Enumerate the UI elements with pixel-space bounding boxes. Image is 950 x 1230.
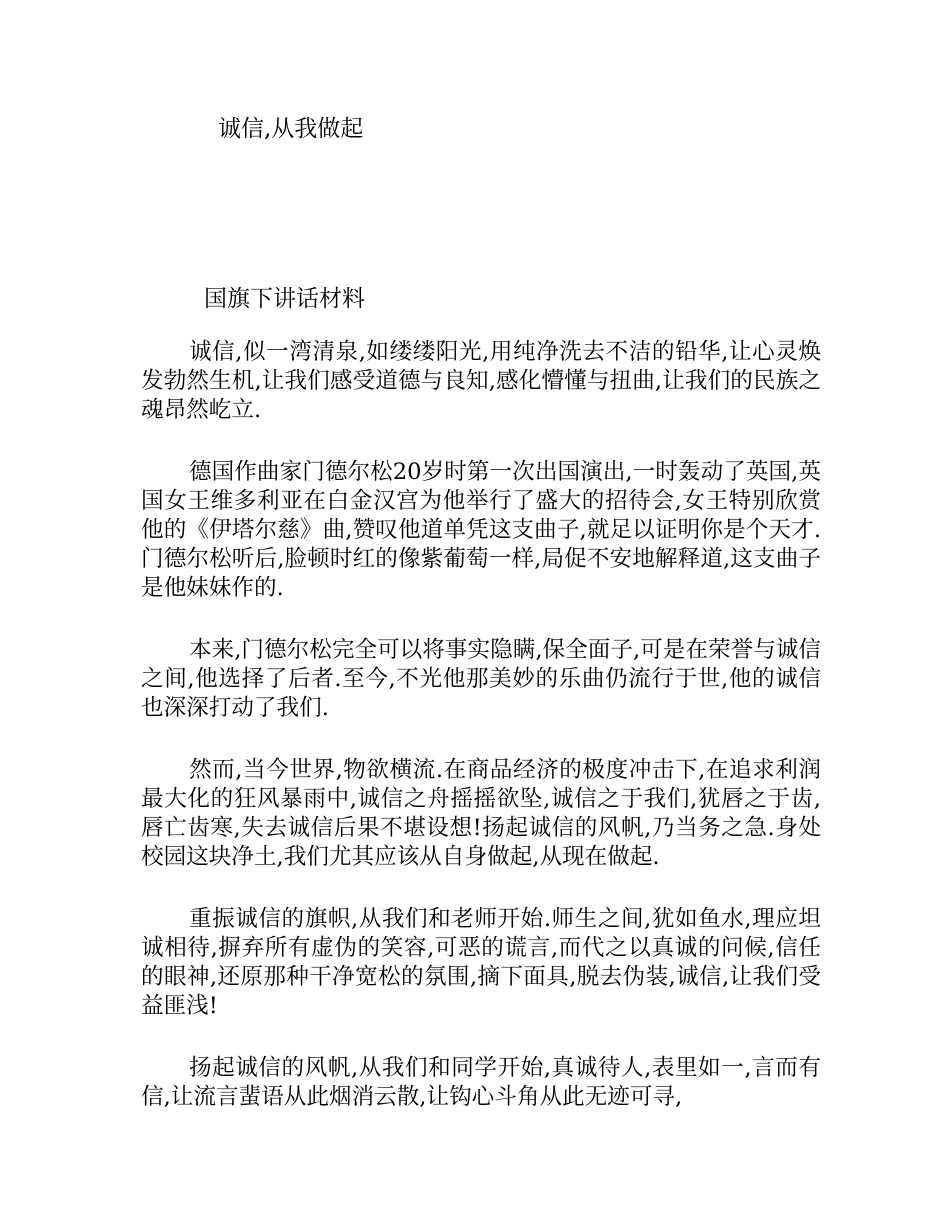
paragraph-3: 本来,门德尔松完全可以将事实隐瞒,保全面子,可是在荣誉与诚信之间,他选择了后者.至今,不光他那美妙的乐曲仍流行于世,他的诚信也深深打动了我们. <box>141 637 821 721</box>
paragraph-2: 德国作曲家门德尔松20岁时第一次出国演出,一时轰动了英国,英国女王维多利亚在白金汉宫为他举行了盛大的招待会,女王特别欣赏他的《伊塔尔慈》曲,赞叹他道单凭这支曲子,就足以证明你是个天才.门德尔松听后,脸顿时红的像紫葡萄一样,局促不安地解释道,这支曲子是他妹妹作的. <box>141 459 821 601</box>
paragraph-5: 重振诚信的旗帜,从我们和老师开始.师生之间,犹如鱼水,理应坦诚相待,摒弃所有虚伪的笑容,可恶的谎言,而代之以真诚的问候,信任的眼神,还原那种干净宽松的氛围,摘下面具,脱去伪装,诚信,让我们受益匪浅! <box>141 906 821 1019</box>
paragraph-6: 扬起诚信的风帆,从我们和同学开始,真诚待人,表里如一,言而有信,让流言蜚语从此烟消云散,让钩心斗角从此无迹可寻, <box>141 1055 821 1110</box>
document-body <box>141 338 821 1145</box>
document-title: 诚信,从我做起 <box>218 116 364 142</box>
document-subtitle: 国旗下讲话材料 <box>204 286 365 312</box>
paragraph-4: 然而,当今世界,物欲横流.在商品经济的极度冲击下,在追求利润最大化的狂风暴雨中,诚信之舟摇摇欲坠,诚信之于我们,犹唇之于齿,唇亡齿寒,失去诚信后果不堪设想!扬起诚信的风帆,乃当务之急.身处校园这块净土,我们尤其应该从自身做起,从现在做起. <box>141 757 821 870</box>
paragraph-1: 诚信,似一湾清泉,如缕缕阳光,用纯净洗去不洁的铅华,让心灵焕发勃然生机,让我们感受道德与良知,感化懵懂与扭曲,让我们的民族之魂昂然屹立. <box>141 339 821 423</box>
